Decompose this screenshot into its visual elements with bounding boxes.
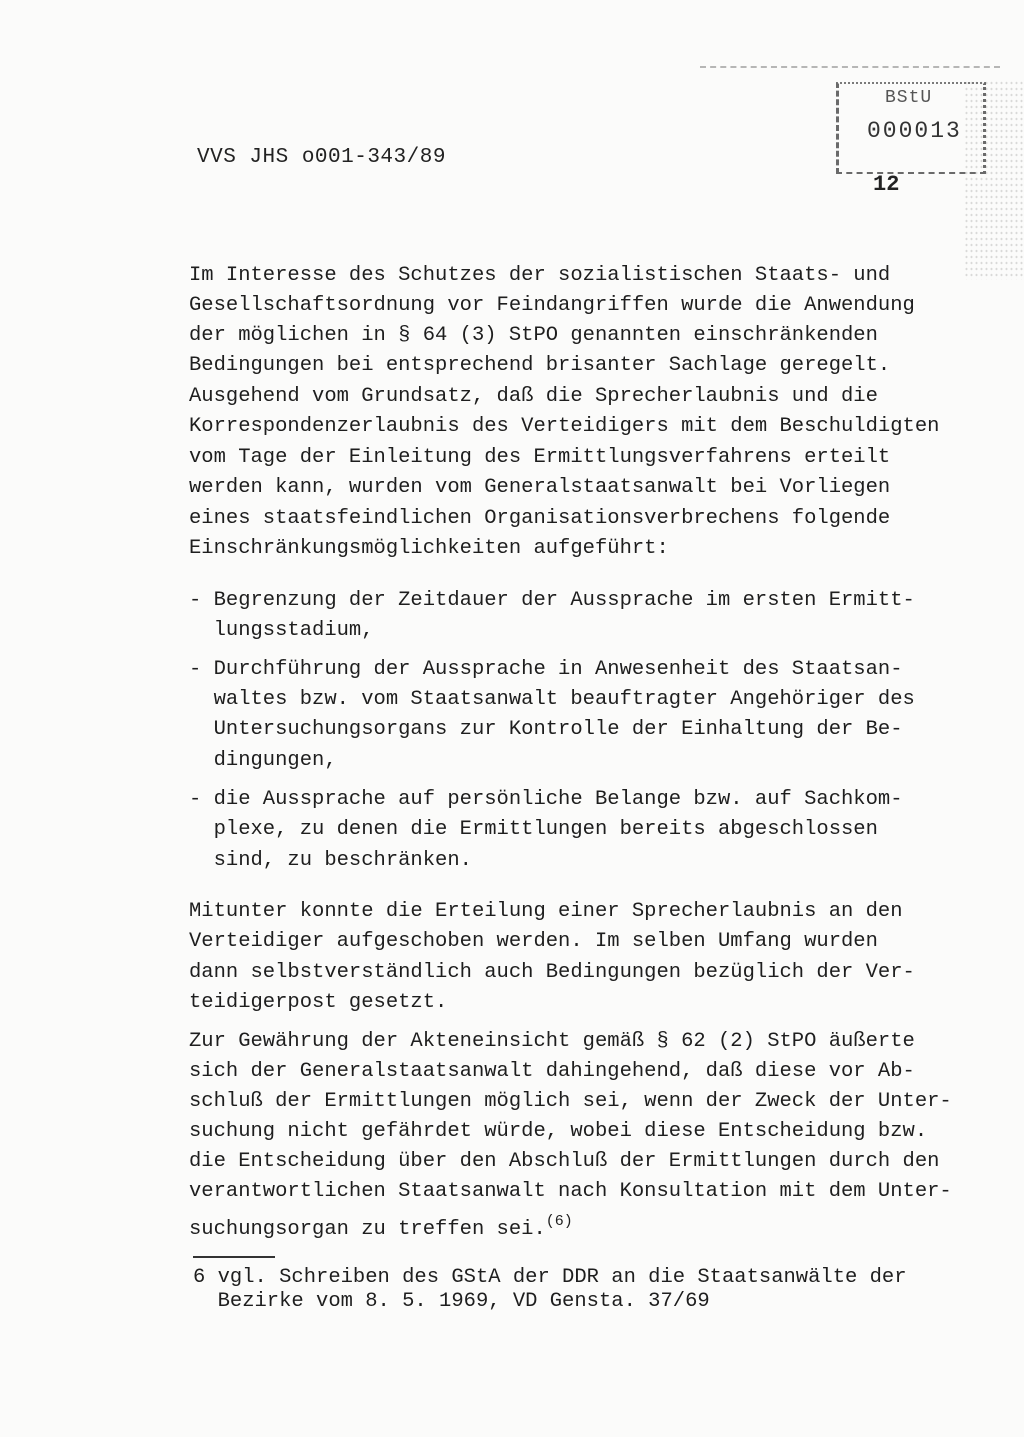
archive-stamp	[836, 82, 986, 174]
text-line: Einschränkungsmöglichkeiten aufgeführt:	[189, 537, 669, 560]
file-reference: VVS JHS o001-343/89	[197, 146, 446, 169]
stamp-number: 000013	[867, 118, 962, 144]
text-line: Ausgehend vom Grundsatz, daß die Sprecherlaubnis und die	[189, 385, 878, 408]
text-line: suchungsorgan zu treffen sei.	[189, 1218, 546, 1241]
footnote-marker: (6)	[545, 1213, 573, 1230]
text-line: Gesellschaftsordnung vor Feindangriffen wurde die Anwendung	[189, 294, 915, 317]
text-line: Mitunter konnte die Erteilung einer Sprecherlaubnis an den	[189, 900, 903, 923]
text-line: suchung nicht gefährdet würde, wobei diese Entscheidung bzw.	[189, 1120, 928, 1143]
list-item-line: waltes bzw. vom Staatsanwalt beauftragter Angehöriger des	[189, 688, 915, 711]
list-item-line: - die Aussprache auf persönliche Belange bzw. auf Sachkom-	[189, 788, 903, 811]
list-item-line: sind, zu beschränken.	[189, 849, 472, 872]
text-line: sich der Generalstaatsanwalt dahingehend, daß diese vor Ab-	[189, 1060, 915, 1083]
list-item-line: - Durchführung der Aussprache in Anwesenheit des Staatsan-	[189, 658, 903, 681]
text-line: dann selbstverständlich auch Bedingungen bezüglich der Ver-	[189, 961, 915, 984]
text-line-with-footnote	[189, 1210, 573, 1242]
text-line: die Entscheidung über den Abschluß der Ermittlungen durch den	[189, 1150, 940, 1173]
text-line: der möglichen in § 64 (3) StPO genannten einschränkenden	[189, 324, 878, 347]
text-line: teidigerpost gesetzt.	[189, 991, 448, 1014]
text-line: werden kann, wurden vom Generalstaatsanwalt bei Vorliegen	[189, 476, 891, 499]
text-line: vom Tage der Einleitung des Ermittlungsverfahrens erteilt	[189, 446, 891, 469]
footnote-divider	[193, 1256, 275, 1258]
footnote-line: Bezirke vom 8. 5. 1969, VD Gensta. 37/69	[193, 1290, 710, 1313]
scan-artifact-line	[700, 66, 1000, 68]
text-line: Korrespondenzerlaubnis des Verteidigers mit dem Beschuldigten	[189, 415, 940, 438]
list-item-line: plexe, zu denen die Ermittlungen bereits abgeschlossen	[189, 818, 878, 841]
list-item-line: lungsstadium,	[189, 619, 374, 642]
list-item-line: Untersuchungsorgans zur Kontrolle der Einhaltung der Be-	[189, 718, 903, 741]
stamp-label: BStU	[885, 88, 933, 108]
text-line: Bedingungen bei entsprechend brisanter Sachlage geregelt.	[189, 354, 891, 377]
text-line: eines staatsfeindlichen Organisationsverbrechens folgende	[189, 507, 891, 530]
text-line: Im Interesse des Schutzes der sozialistischen Staats- und	[189, 264, 891, 287]
text-line: Verteidiger aufgeschoben werden. Im selben Umfang wurden	[189, 930, 878, 953]
list-item-line: - Begrenzung der Zeitdauer der Aussprache im ersten Ermitt-	[189, 589, 915, 612]
footnote-line: 6 vgl. Schreiben des GStA der DDR an die Staatsanwälte der	[193, 1266, 907, 1289]
list-item-line: dingungen,	[189, 749, 337, 772]
text-line: schluß der Ermittlungen möglich sei, wenn der Zweck der Unter-	[189, 1090, 952, 1113]
page-number: 12	[873, 172, 900, 197]
text-line: verantwortlichen Staatsanwalt nach Konsultation mit dem Unter-	[189, 1180, 952, 1203]
text-line: Zur Gewährung der Akteneinsicht gemäß § 62 (2) StPO äußerte	[189, 1030, 915, 1053]
